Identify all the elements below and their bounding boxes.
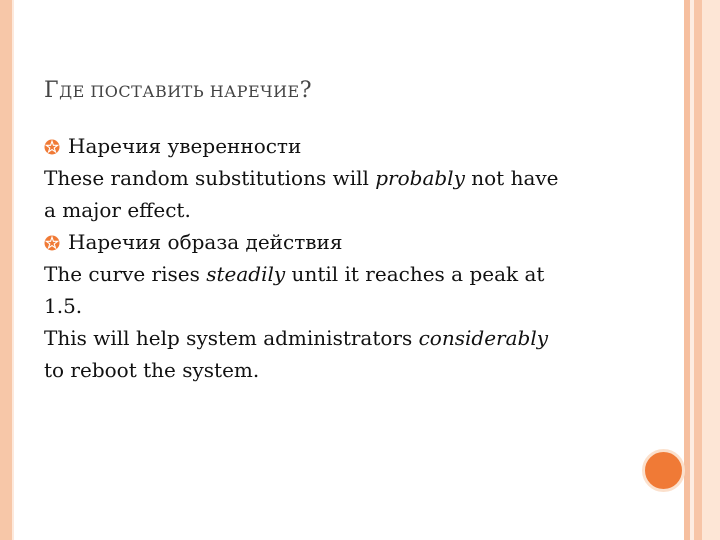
example-sentence: This will help system administrators considerably (44, 326, 549, 350)
example-sentence: The curve rises steadily until it reaches a peak at (44, 262, 545, 286)
bullet-item: Наречия уверенности (44, 130, 634, 162)
slide-title: ГДЕ ПОСТАВИТЬ НАРЕЧИЕ? (44, 78, 313, 103)
left-border-band (0, 0, 12, 540)
example-sentence-continued: to reboot the system. (44, 358, 260, 382)
left-border-highlight (12, 0, 14, 540)
right-border-stripe-outer (694, 0, 702, 540)
right-border-edge (702, 0, 720, 540)
bullet-item: Наречия образа действия (44, 226, 634, 258)
example-sentence-continued: 1.5. (44, 294, 83, 318)
decorative-circle (642, 449, 685, 492)
slide-content (44, 130, 634, 386)
pentagram-icon (44, 235, 60, 251)
pentagram-icon (44, 139, 60, 155)
example-sentence-continued: a major effect. (44, 198, 191, 222)
example-sentence: These random substitutions will probably not have (44, 166, 559, 190)
